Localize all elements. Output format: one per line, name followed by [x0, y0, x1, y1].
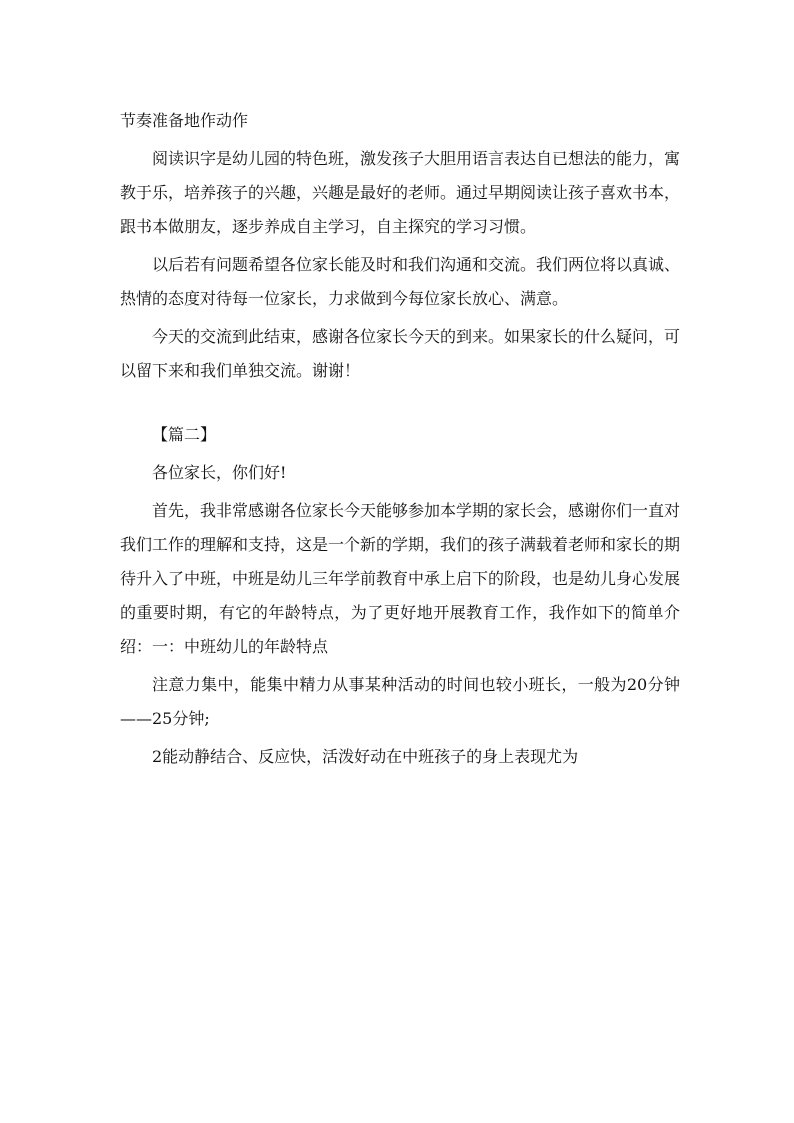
paragraph-3: 以后若有问题希望各位家长能及时和我们沟通和交流。我们两位将以真诚、热情的态度对待每一位家长，力求做到今每位家长放心、满意。: [120, 255, 681, 308]
section-paragraph-1: 各位家长，你们好!: [152, 463, 287, 482]
section-heading: 【篇二】: [152, 425, 217, 444]
document-body: [120, 104, 680, 774]
section-paragraph-4: 2能动静结合、反应快，活泼好动在中班孩子的身上表现尤为: [152, 747, 579, 766]
paragraph-2: 阅读识字是幼儿园的特色班，激发孩子大胆用语言表达自已想法的能力，寓教于乐，培养孩子的兴趣，兴趣是最好的老师。通过早期阅读让孩子喜欢书本，跟书本做朋友，逐步养成自主学习，自主探究的学习习惯。: [120, 149, 681, 236]
section-paragraph-2: 首先，我非常感谢各位家长今天能够参加本学期的家长会，感谢你们一直对我们工作的理解和支持，这是一个新的学期，我们的孩子满载着老师和家长的期待升入了中班，中班是幼儿三年学前教育中承上启下的阶段，也是幼儿身心发展的重要时期，有它的年龄特点，为了更好地开展教育工作，我作如下的简单介绍：一：中班幼儿的年龄特点: [120, 501, 681, 656]
paragraph-4: 今天的交流到此结束，感谢各位家长今天的到来。如果家长的什么疑问，可以留下来和我们单独交流。谢谢！: [120, 327, 681, 380]
section-paragraph-3: 注意力集中，能集中精力从事某种活动的时间也较小班长，一般为20分钟——25分钟;: [120, 675, 680, 728]
paragraph-1: 节奏准备地作动作: [120, 111, 249, 130]
